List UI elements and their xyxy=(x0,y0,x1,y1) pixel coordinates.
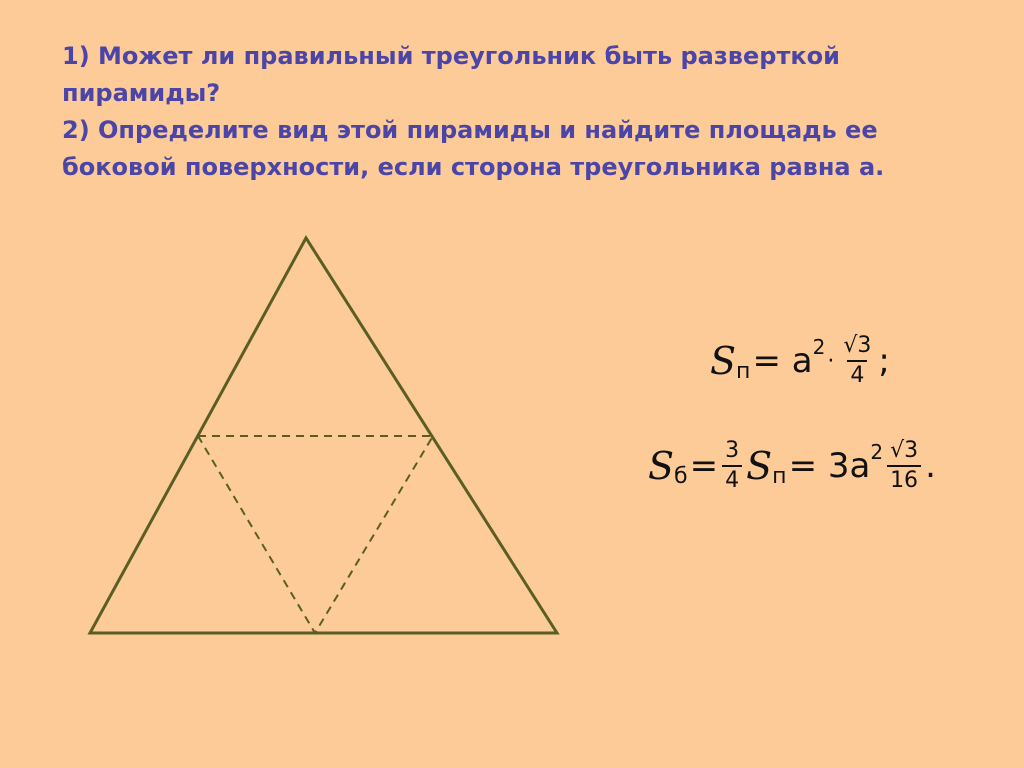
three-quarters-fraction xyxy=(722,440,742,492)
equals-a: = a xyxy=(752,341,813,381)
area-symbol: S xyxy=(710,339,737,383)
fraction-denominator: 4 xyxy=(847,360,867,387)
exponent: 2 xyxy=(870,440,884,464)
fraction-denominator: 16 xyxy=(887,465,921,492)
lateral-subscript: б xyxy=(674,463,688,489)
question-2-line-1: 2) Определите вид этой пирамиды и найдите площадь ее xyxy=(62,116,878,144)
lateral-area-symbol: S xyxy=(648,444,675,488)
fraction-numerator: √3 xyxy=(890,438,919,463)
outer-triangle xyxy=(90,238,557,633)
base-area-formula xyxy=(710,335,890,387)
question-1-line-2: пирамиды? xyxy=(62,79,221,107)
exponent: 2 xyxy=(812,335,826,359)
base-area-symbol: S xyxy=(746,444,773,488)
period: . xyxy=(925,446,936,486)
question-1-line-1: 1) Может ли правильный треугольник быть разверткой xyxy=(62,42,840,70)
question-2-line-2: боковой поверхности, если сторона треугольника равна а. xyxy=(62,153,885,181)
lateral-area-formula xyxy=(648,440,936,492)
fraction-denominator: 4 xyxy=(722,465,742,492)
fraction-numerator: √3 xyxy=(843,333,872,358)
semicolon: ; xyxy=(878,341,890,381)
root-fraction xyxy=(887,440,921,492)
inner-dashed-triangle xyxy=(198,436,433,633)
fraction-numerator: 3 xyxy=(725,438,740,463)
fraction xyxy=(840,335,874,387)
multiply-dot: · xyxy=(827,348,835,374)
area-subscript: п xyxy=(736,358,751,384)
equals-3a: = 3a xyxy=(788,446,871,486)
equals-1: = xyxy=(689,446,719,486)
base-subscript: п xyxy=(772,463,787,489)
